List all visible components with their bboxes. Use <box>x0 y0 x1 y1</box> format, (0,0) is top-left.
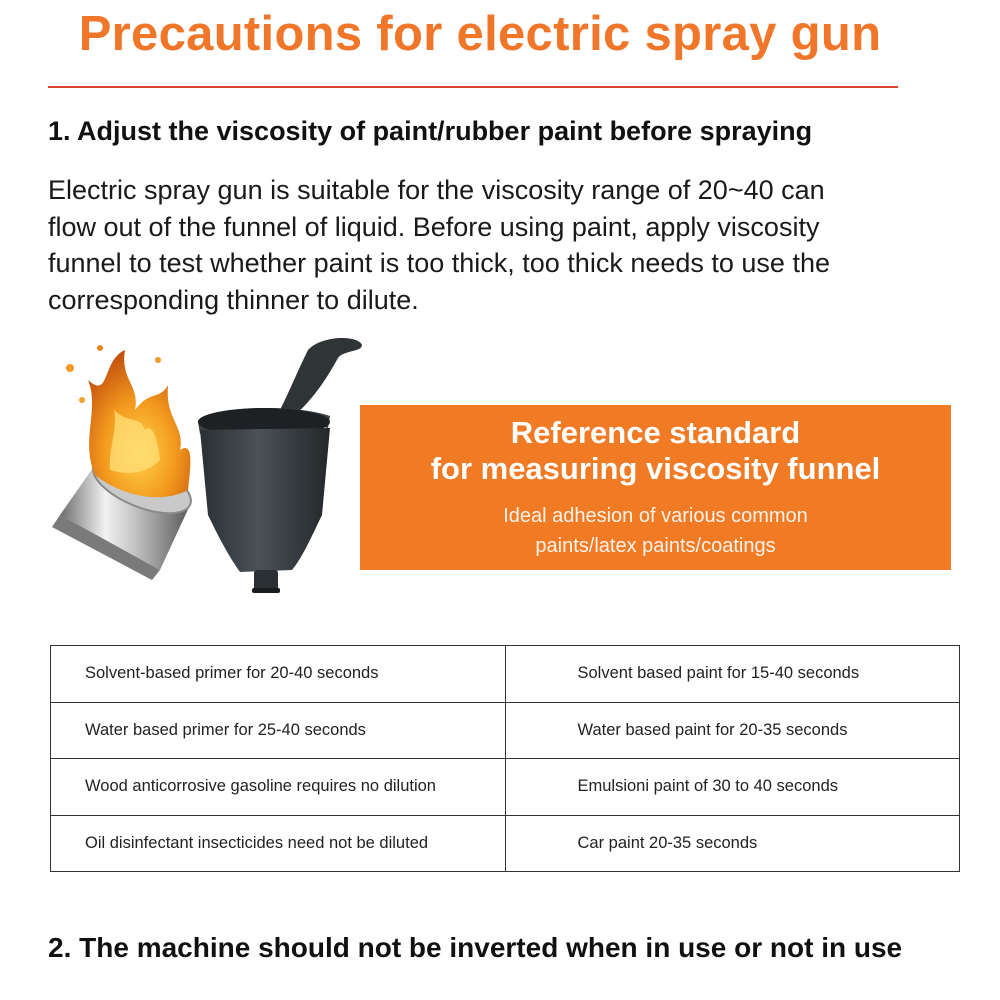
table-cell: Emulsioni paint of 30 to 40 seconds <box>505 759 960 816</box>
reference-title-line1: Reference standard <box>510 415 801 450</box>
table-cell: Solvent based paint for 15-40 seconds <box>505 646 960 703</box>
reference-standard-banner <box>360 405 951 570</box>
table-row <box>51 815 960 872</box>
title-divider <box>48 86 898 88</box>
section2-heading: 2. The machine should not be inverted when in use or not in use <box>48 932 903 963</box>
section1-heading: 1. Adjust the viscosity of paint/rubber paint before spraying <box>48 116 813 146</box>
reference-title-line2: for measuring viscosity funnel <box>430 451 881 486</box>
table-cell: Solvent-based primer for 20-40 seconds <box>51 646 506 703</box>
viscosity-funnel-icon <box>198 338 362 593</box>
table-cell: Car paint 20-35 seconds <box>505 815 960 872</box>
paragraph-line: Electric spray gun is suitable for the viscosity range of 20~40 can <box>48 175 825 205</box>
table-row <box>51 646 960 703</box>
section1-paragraph <box>48 172 948 318</box>
viscosity-table <box>50 645 960 872</box>
table-row <box>51 759 960 816</box>
paragraph-line: flow out of the funnel of liquid. Before using paint, apply viscosity <box>48 211 820 242</box>
paint-splash-icon <box>66 345 190 497</box>
table-cell: Water based paint for 20-35 seconds <box>505 702 960 759</box>
table-cell: Wood anticorrosive gasoline requires no dilution <box>51 759 506 816</box>
paragraph-line: funnel to test whether paint is too thick, too thick needs to use the <box>48 248 830 278</box>
reference-subtitle-line2: paints/latex paints/coatings <box>535 535 776 557</box>
paragraph-line: corresponding thinner to dilute. <box>48 284 419 315</box>
product-illustration <box>40 330 370 610</box>
table-cell: Water based primer for 25-40 seconds <box>51 702 506 759</box>
table-cell: Oil disinfectant insecticides need not be diluted <box>51 815 506 872</box>
page-title: Precautions for electric spray gun <box>78 7 882 61</box>
table-row <box>51 702 960 759</box>
reference-subtitle-line1: Ideal adhesion of various common <box>503 505 808 527</box>
